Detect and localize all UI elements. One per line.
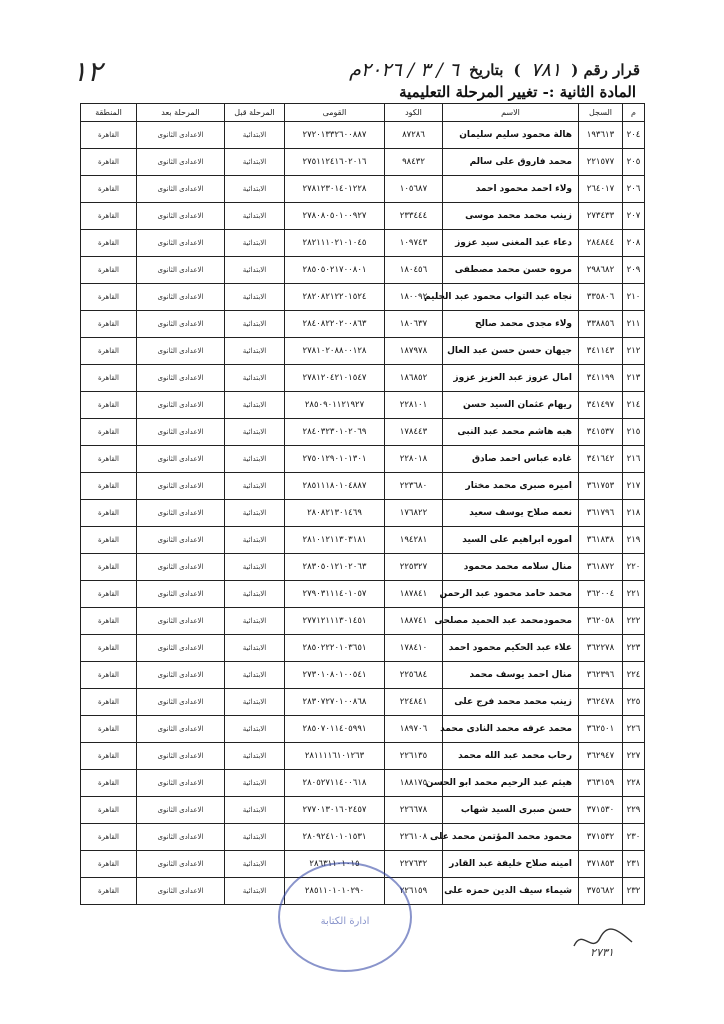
national-id-cell: ٢٧٨١٢٠٤٢١٠١٥٤٧ bbox=[285, 365, 385, 392]
code-cell: ٢٢٨١٠١ bbox=[385, 392, 443, 419]
signature-text: ٢٧٣١ bbox=[590, 946, 614, 959]
national-id-cell: ٢٨٦٣١١٠١٠١٥ bbox=[285, 851, 385, 878]
stage-before-cell: الابتدائية bbox=[225, 230, 285, 257]
national-id-cell: ٢٨٠٩٢٤١٠١٠١٥٣١ bbox=[285, 824, 385, 851]
stage-before-cell: الابتدائية bbox=[225, 635, 285, 662]
decision-header bbox=[60, 58, 640, 82]
table-row bbox=[81, 878, 645, 905]
national-id-cell: ٢٨٤٠٣٢٣٠١٠٢٠٦٩ bbox=[285, 419, 385, 446]
register-cell: ٣٣٨٨٥٦ bbox=[579, 311, 623, 338]
row-number-cell: ٢٢٧ bbox=[623, 743, 645, 770]
register-cell: ٣٤١٦٤٢ bbox=[579, 446, 623, 473]
register-cell: ٣٧١٥٣٠ bbox=[579, 797, 623, 824]
register-cell: ٣٦١٧٥٣ bbox=[579, 473, 623, 500]
stage-after-cell: الاعدادى الثانوى bbox=[137, 824, 225, 851]
name-cell: منال سلامه محمد محمود bbox=[443, 554, 579, 581]
code-cell: ١٨٩٧٠٦ bbox=[385, 716, 443, 743]
table-row bbox=[81, 392, 645, 419]
name-cell: شيماء سيف الدين حمزه على bbox=[443, 878, 579, 905]
name-cell: ولاء احمد محمود احمد bbox=[443, 176, 579, 203]
code-cell: ١٨٠٦٣٧ bbox=[385, 311, 443, 338]
code-cell: ٢٣٣٤٤٤ bbox=[385, 203, 443, 230]
row-number-cell: ٢٢٨ bbox=[623, 770, 645, 797]
row-number-cell: ٢١٠ bbox=[623, 284, 645, 311]
region-cell: القاهرة bbox=[81, 662, 137, 689]
national-id-cell: ٢٨٥٠٢٢٢٠١٠٣٦٥١ bbox=[285, 635, 385, 662]
stage-before-cell: الابتدائية bbox=[225, 770, 285, 797]
code-cell: ١٨٧٩٧٨ bbox=[385, 338, 443, 365]
row-number-cell: ٢٢٥ bbox=[623, 689, 645, 716]
name-cell: رحاب محمد عبد الله محمد bbox=[443, 743, 579, 770]
row-number-cell: ٢١٥ bbox=[623, 419, 645, 446]
stage-after-cell: الاعدادى الثانوى bbox=[137, 662, 225, 689]
code-cell: ١٧٨٤١٠ bbox=[385, 635, 443, 662]
register-cell: ٣٦١٨٧٢ bbox=[579, 554, 623, 581]
row-number-cell: ٢٠٧ bbox=[623, 203, 645, 230]
national-id-cell: ٢٨٥٠٧٠١١٤٠٥٩٩١ bbox=[285, 716, 385, 743]
stage-before-cell: الابتدائية bbox=[225, 365, 285, 392]
name-cell: امينه صلاح خليفة عبد القادر bbox=[443, 851, 579, 878]
row-number-cell: ٢١٧ bbox=[623, 473, 645, 500]
table-row bbox=[81, 554, 645, 581]
register-cell: ٣٤١١٩٩ bbox=[579, 365, 623, 392]
table-row bbox=[81, 581, 645, 608]
name-cell: دعاء عبد المغنى سيد عزوز bbox=[443, 230, 579, 257]
row-number-cell: ٢٠٩ bbox=[623, 257, 645, 284]
decision-label: قرار رقم ( bbox=[571, 61, 640, 79]
stage-before-cell: الابتدائية bbox=[225, 662, 285, 689]
name-cell: زينب محمد محمد موسى bbox=[443, 203, 579, 230]
table-row bbox=[81, 635, 645, 662]
table-row bbox=[81, 500, 645, 527]
staff-table bbox=[80, 103, 645, 905]
row-number-cell: ٢٠٤ bbox=[623, 122, 645, 149]
code-cell: ١٨٦٨٥٢ bbox=[385, 365, 443, 392]
region-cell: القاهرة bbox=[81, 365, 137, 392]
register-cell: ١٩٣٦١٣ bbox=[579, 122, 623, 149]
name-cell: محمد عرفه محمد النادى محمد bbox=[443, 716, 579, 743]
national-id-cell: ٢٨٥٠٩٠١١٢١٩٢٧ bbox=[285, 392, 385, 419]
stage-before-cell: الابتدائية bbox=[225, 716, 285, 743]
code-cell: ٢٢٨٠١٨ bbox=[385, 446, 443, 473]
code-cell: ٢٢٧٦٣٢ bbox=[385, 851, 443, 878]
national-id-cell: ٢٨٢١١١٠٢١٠١٠٤٥ bbox=[285, 230, 385, 257]
region-cell: القاهرة bbox=[81, 203, 137, 230]
register-cell: ٣٧١٨٥٣ bbox=[579, 851, 623, 878]
stage-before-cell: الابتدائية bbox=[225, 851, 285, 878]
stage-after-cell: الاعدادى الثانوى bbox=[137, 149, 225, 176]
stage-after-cell: الاعدادى الثانوى bbox=[137, 797, 225, 824]
region-cell: القاهرة bbox=[81, 743, 137, 770]
region-cell: القاهرة bbox=[81, 446, 137, 473]
stage-before-cell: الابتدائية bbox=[225, 878, 285, 905]
name-cell: غاده عباس احمد صادق bbox=[443, 446, 579, 473]
stage-after-cell: الاعدادى الثانوى bbox=[137, 230, 225, 257]
code-cell: ١٠٩٧٤٣ bbox=[385, 230, 443, 257]
name-cell: هالة محمود سليم سليمان bbox=[443, 122, 579, 149]
row-number-cell: ٢٢٩ bbox=[623, 797, 645, 824]
table-body bbox=[81, 122, 645, 905]
code-cell: ٢٢٦١٠٨ bbox=[385, 824, 443, 851]
national-id-cell: ٢٧٢٠١٣٣٢٦٠٠٨٨٧ bbox=[285, 122, 385, 149]
register-cell: ٣٦١٨٣٨ bbox=[579, 527, 623, 554]
stage-after-cell: الاعدادى الثانوى bbox=[137, 581, 225, 608]
national-id-cell: ٢٨١٠١٢١١٣٠٣١٨١ bbox=[285, 527, 385, 554]
code-cell: ٢٢٣٦٨٠ bbox=[385, 473, 443, 500]
stage-before-cell: الابتدائية bbox=[225, 284, 285, 311]
region-cell: القاهرة bbox=[81, 338, 137, 365]
stage-before-cell: الابتدائية bbox=[225, 311, 285, 338]
register-cell: ٢٩٨٦٨٢ bbox=[579, 257, 623, 284]
table-row bbox=[81, 149, 645, 176]
stage-after-cell: الاعدادى الثانوى bbox=[137, 176, 225, 203]
table-row bbox=[81, 311, 645, 338]
region-cell: القاهرة bbox=[81, 176, 137, 203]
region-cell: القاهرة bbox=[81, 122, 137, 149]
header-cell: الاسم bbox=[443, 104, 579, 122]
region-cell: القاهرة bbox=[81, 716, 137, 743]
national-id-cell: ٢٧٧١٢١١١٣٠١٤٥١ bbox=[285, 608, 385, 635]
code-cell: ٢٢٤٨٤١ bbox=[385, 689, 443, 716]
name-cell: امال عزوز عبد العزيز عزوز bbox=[443, 365, 579, 392]
register-cell: ٢٢١٥٧٧ bbox=[579, 149, 623, 176]
name-cell: ولاء مجدى محمد صالح bbox=[443, 311, 579, 338]
register-cell: ٣٧١٥٣٢ bbox=[579, 824, 623, 851]
row-number-cell: ٢١٩ bbox=[623, 527, 645, 554]
stage-before-cell: الابتدائية bbox=[225, 338, 285, 365]
code-cell: ٨٧٢٨٦ bbox=[385, 122, 443, 149]
stage-after-cell: الاعدادى الثانوى bbox=[137, 203, 225, 230]
row-number-cell: ٢٢١ bbox=[623, 581, 645, 608]
name-cell: محمودمحمد عبد الحميد مصلحى bbox=[443, 608, 579, 635]
register-cell: ٣٣٥٨٠٦ bbox=[579, 284, 623, 311]
region-cell: القاهرة bbox=[81, 851, 137, 878]
header-cell: المنطقة bbox=[81, 104, 137, 122]
region-cell: القاهرة bbox=[81, 635, 137, 662]
name-cell: محمود محمد المؤتمن محمد على bbox=[443, 824, 579, 851]
row-number-cell: ٢١٢ bbox=[623, 338, 645, 365]
row-number-cell: ٢١٦ bbox=[623, 446, 645, 473]
stage-after-cell: الاعدادى الثانوى bbox=[137, 122, 225, 149]
national-id-cell: ٢٧٧٠١٣٠١٦٠٢٤٥٧ bbox=[285, 797, 385, 824]
header-cell: م bbox=[623, 104, 645, 122]
row-number-cell: ٢٢٤ bbox=[623, 662, 645, 689]
register-cell: ٣٦٣١٥٩ bbox=[579, 770, 623, 797]
row-number-cell: ٢٠٦ bbox=[623, 176, 645, 203]
table-row bbox=[81, 662, 645, 689]
name-cell: نجاه عبد التواب محمود عبد الحليم bbox=[443, 284, 579, 311]
national-id-cell: ٢٧٨١٢٣٠١٤٠١٢٢٨ bbox=[285, 176, 385, 203]
table-row bbox=[81, 203, 645, 230]
stage-before-cell: الابتدائية bbox=[225, 473, 285, 500]
stage-before-cell: الابتدائية bbox=[225, 149, 285, 176]
stage-after-cell: الاعدادى الثانوى bbox=[137, 689, 225, 716]
stage-after-cell: الاعدادى الثانوى bbox=[137, 878, 225, 905]
name-cell: ريهام عثمان السيد حسن bbox=[443, 392, 579, 419]
national-id-cell: ٢٨٠٥٢٧١١٤٠٠٦١٨ bbox=[285, 770, 385, 797]
region-cell: القاهرة bbox=[81, 500, 137, 527]
table-row bbox=[81, 446, 645, 473]
register-cell: ٣٦٢٤٧٨ bbox=[579, 689, 623, 716]
table-row bbox=[81, 824, 645, 851]
stage-before-cell: الابتدائية bbox=[225, 797, 285, 824]
table-row bbox=[81, 419, 645, 446]
stage-before-cell: الابتدائية bbox=[225, 176, 285, 203]
signature bbox=[568, 918, 638, 958]
header-cell: السجل bbox=[579, 104, 623, 122]
stage-before-cell: الابتدائية bbox=[225, 203, 285, 230]
register-cell: ٢٦٤٠١٧ bbox=[579, 176, 623, 203]
stage-after-cell: الاعدادى الثانوى bbox=[137, 554, 225, 581]
region-cell: القاهرة bbox=[81, 230, 137, 257]
section-subtitle: المادة الثانية :- تغيير المرحلة التعليمية bbox=[399, 83, 636, 101]
name-cell: محمد فاروق على سالم bbox=[443, 149, 579, 176]
page-mark: ١٢ bbox=[72, 55, 103, 88]
stage-before-cell: الابتدائية bbox=[225, 500, 285, 527]
region-cell: القاهرة bbox=[81, 608, 137, 635]
stage-after-cell: الاعدادى الثانوى bbox=[137, 446, 225, 473]
stage-before-cell: الابتدائية bbox=[225, 446, 285, 473]
name-cell: اموره ابراهيم على السيد bbox=[443, 527, 579, 554]
row-number-cell: ٢١١ bbox=[623, 311, 645, 338]
register-cell: ٣٦١٧٩٦ bbox=[579, 500, 623, 527]
national-id-cell: ٢٧٨٠٨٠٥٠١٠٠٩٢٧ bbox=[285, 203, 385, 230]
row-number-cell: ٢١٤ bbox=[623, 392, 645, 419]
row-number-cell: ٢١٨ bbox=[623, 500, 645, 527]
national-id-cell: ٢٨١١١١٦١٠١٢٦٣ bbox=[285, 743, 385, 770]
region-cell: القاهرة bbox=[81, 284, 137, 311]
table-row bbox=[81, 365, 645, 392]
stage-before-cell: الابتدائية bbox=[225, 608, 285, 635]
stage-after-cell: الاعدادى الثانوى bbox=[137, 392, 225, 419]
stage-after-cell: الاعدادى الثانوى bbox=[137, 770, 225, 797]
register-cell: ٣٦٢٩٤٧ bbox=[579, 743, 623, 770]
region-cell: القاهرة bbox=[81, 878, 137, 905]
region-cell: القاهرة bbox=[81, 770, 137, 797]
code-cell: ٢٢٥٦٨٤ bbox=[385, 662, 443, 689]
stage-after-cell: الاعدادى الثانوى bbox=[137, 851, 225, 878]
row-number-cell: ٢٠٥ bbox=[623, 149, 645, 176]
national-id-cell: ٢٨٣٠٧٢٧٠١٠٠٨٦٨ bbox=[285, 689, 385, 716]
register-cell: ٣٦٢٠٠٤ bbox=[579, 581, 623, 608]
code-cell: ٢٢٦٦٧٨ bbox=[385, 797, 443, 824]
name-cell: حسن صبرى السيد شهاب bbox=[443, 797, 579, 824]
region-cell: القاهرة bbox=[81, 149, 137, 176]
stage-before-cell: الابتدائية bbox=[225, 743, 285, 770]
stage-before-cell: الابتدائية bbox=[225, 527, 285, 554]
stage-after-cell: الاعدادى الثانوى bbox=[137, 527, 225, 554]
table-header-row bbox=[81, 104, 645, 122]
region-cell: القاهرة bbox=[81, 473, 137, 500]
code-cell: ١٧٦٨٢٢ bbox=[385, 500, 443, 527]
row-number-cell: ٢٠٨ bbox=[623, 230, 645, 257]
table-row bbox=[81, 176, 645, 203]
table-row bbox=[81, 230, 645, 257]
stage-after-cell: الاعدادى الثانوى bbox=[137, 257, 225, 284]
code-cell: ٢٢٦١٣٥ bbox=[385, 743, 443, 770]
register-cell: ٢٧٣٤٣٣ bbox=[579, 203, 623, 230]
region-cell: القاهرة bbox=[81, 257, 137, 284]
national-id-cell: ٢٨٥٠٥٠٢١٧٠٠٨٠١ bbox=[285, 257, 385, 284]
stage-before-cell: الابتدائية bbox=[225, 554, 285, 581]
row-number-cell: ٢١٣ bbox=[623, 365, 645, 392]
name-cell: محمد حامد محمود عبد الرحمن bbox=[443, 581, 579, 608]
table-row bbox=[81, 473, 645, 500]
name-cell: زينب محمد محمد فرج على bbox=[443, 689, 579, 716]
stage-before-cell: الابتدائية bbox=[225, 122, 285, 149]
code-cell: ١٩٤٢٨١ bbox=[385, 527, 443, 554]
national-id-cell: ٢٨٠٨٢١٣٠١٤٦٩ bbox=[285, 500, 385, 527]
stage-before-cell: الابتدائية bbox=[225, 581, 285, 608]
stamp-text: ادارة الكتابة bbox=[320, 916, 370, 927]
national-id-cell: ٢٧٥٠١٢٩٠١٠١٣٠١ bbox=[285, 446, 385, 473]
national-id-cell: ٢٨٢٠٨٢١٢٢٠١٥٢٤ bbox=[285, 284, 385, 311]
row-number-cell: ٢٢٠ bbox=[623, 554, 645, 581]
code-cell: ٢٢٦١٥٩ bbox=[385, 878, 443, 905]
national-id-cell: ٢٧٩٠٣١١١٤٠١٠٥٧ bbox=[285, 581, 385, 608]
stage-before-cell: الابتدائية bbox=[225, 257, 285, 284]
date-label: بتاريخ bbox=[469, 61, 504, 79]
code-cell: ١٨٨٧٤١ bbox=[385, 608, 443, 635]
region-cell: القاهرة bbox=[81, 581, 137, 608]
row-number-cell: ٢٢٦ bbox=[623, 716, 645, 743]
register-cell: ٣٦٢٠٥٨ bbox=[579, 608, 623, 635]
table-row bbox=[81, 122, 645, 149]
table-row bbox=[81, 338, 645, 365]
table-row bbox=[81, 689, 645, 716]
row-number-cell: ٢٣٠ bbox=[623, 824, 645, 851]
header-cell: المرحلة قبل bbox=[225, 104, 285, 122]
register-cell: ٣٤١٥٣٧ bbox=[579, 419, 623, 446]
table-row bbox=[81, 608, 645, 635]
register-cell: ٢٨٤٨٤٤ bbox=[579, 230, 623, 257]
row-number-cell: ٢٢٣ bbox=[623, 635, 645, 662]
register-cell: ٣٦٢٣٩٦ bbox=[579, 662, 623, 689]
table-row bbox=[81, 743, 645, 770]
stage-after-cell: الاعدادى الثانوى bbox=[137, 311, 225, 338]
decision-close-paren: ) bbox=[513, 61, 521, 79]
name-cell: اميره صبرى محمد مختار bbox=[443, 473, 579, 500]
row-number-cell: ٢٣٢ bbox=[623, 878, 645, 905]
header-cell: القومى bbox=[285, 104, 385, 122]
national-id-cell: ٢٨٥١١١٨٠١٠٤٨٨٧ bbox=[285, 473, 385, 500]
name-cell: جيهان حسن حسن عبد العال bbox=[443, 338, 579, 365]
stage-after-cell: الاعدادى الثانوى bbox=[137, 743, 225, 770]
stage-before-cell: الابتدائية bbox=[225, 392, 285, 419]
name-cell: هيثم عبد الرحيم محمد ابو الحسن bbox=[443, 770, 579, 797]
stage-after-cell: الاعدادى الثانوى bbox=[137, 419, 225, 446]
decision-number: ٧٨١ bbox=[530, 59, 562, 81]
region-cell: القاهرة bbox=[81, 554, 137, 581]
row-number-cell: ٢٣١ bbox=[623, 851, 645, 878]
register-cell: ٣٦٢٥٠١ bbox=[579, 716, 623, 743]
national-id-cell: ٢٧٨١٠٢٠٨٨٠٠١٢٨ bbox=[285, 338, 385, 365]
code-cell: ١٨٧٨٤١ bbox=[385, 581, 443, 608]
stage-after-cell: الاعدادى الثانوى bbox=[137, 338, 225, 365]
national-id-cell: ٢٨٣٠٥٠١٢١٠٢٠٦٣ bbox=[285, 554, 385, 581]
table-row bbox=[81, 770, 645, 797]
stage-before-cell: الابتدائية bbox=[225, 419, 285, 446]
register-cell: ٣٧٥٦٨٢ bbox=[579, 878, 623, 905]
name-cell: علاء عبد الحكيم محمود احمد bbox=[443, 635, 579, 662]
table-row bbox=[81, 851, 645, 878]
register-cell: ٣٦٢٢٧٨ bbox=[579, 635, 623, 662]
name-cell: منال احمد يوسف محمد bbox=[443, 662, 579, 689]
name-cell: نعمه صلاح يوسف سعيد bbox=[443, 500, 579, 527]
stage-after-cell: الاعدادى الثانوى bbox=[137, 716, 225, 743]
table-row bbox=[81, 284, 645, 311]
row-number-cell: ٢٢٢ bbox=[623, 608, 645, 635]
national-id-cell: ٢٨٤٠٨٢٢٠٢٠٠٨٦٣ bbox=[285, 311, 385, 338]
header-cell: الكود bbox=[385, 104, 443, 122]
code-cell: ١٠٥٦٨٧ bbox=[385, 176, 443, 203]
stage-after-cell: الاعدادى الثانوى bbox=[137, 284, 225, 311]
region-cell: القاهرة bbox=[81, 824, 137, 851]
region-cell: القاهرة bbox=[81, 419, 137, 446]
name-cell: هبه هاشم محمد عبد النبى bbox=[443, 419, 579, 446]
header-cell: المرحلة بعد bbox=[137, 104, 225, 122]
code-cell: ٩٨٤٣٢ bbox=[385, 149, 443, 176]
table-row bbox=[81, 797, 645, 824]
stage-after-cell: الاعدادى الثانوى bbox=[137, 473, 225, 500]
region-cell: القاهرة bbox=[81, 797, 137, 824]
date-value: ٦ / ٣ / ٢٠٢٦م bbox=[349, 59, 460, 81]
code-cell: ٢٢٥٣٢٧ bbox=[385, 554, 443, 581]
stage-before-cell: الابتدائية bbox=[225, 824, 285, 851]
national-id-cell: ٢٧٥١١٢٤١٦٠٢٠١٦ bbox=[285, 149, 385, 176]
code-cell: ١٨٠٤٥٦ bbox=[385, 257, 443, 284]
region-cell: القاهرة bbox=[81, 392, 137, 419]
region-cell: القاهرة bbox=[81, 689, 137, 716]
region-cell: القاهرة bbox=[81, 527, 137, 554]
register-cell: ٣٤١١٤٣ bbox=[579, 338, 623, 365]
code-cell: ١٧٨٤٤٣ bbox=[385, 419, 443, 446]
name-cell: مروه حسن محمد مصطفى bbox=[443, 257, 579, 284]
code-cell: ١٨٠٠٩٢ bbox=[385, 284, 443, 311]
code-cell: ١٨٨١٧٥ bbox=[385, 770, 443, 797]
table-row bbox=[81, 257, 645, 284]
national-id-cell: ٢٧٣٠١٠٨٠١٠٠٥٤١ bbox=[285, 662, 385, 689]
stage-after-cell: الاعدادى الثانوى bbox=[137, 608, 225, 635]
stage-after-cell: الاعدادى الثانوى bbox=[137, 635, 225, 662]
table-row bbox=[81, 527, 645, 554]
table-row bbox=[81, 716, 645, 743]
stage-after-cell: الاعدادى الثانوى bbox=[137, 365, 225, 392]
region-cell: القاهرة bbox=[81, 311, 137, 338]
register-cell: ٣٤١٤٩٧ bbox=[579, 392, 623, 419]
stage-before-cell: الابتدائية bbox=[225, 689, 285, 716]
stage-after-cell: الاعدادى الثانوى bbox=[137, 500, 225, 527]
national-id-cell: ٢٨٥١١٠١٠١٠٢٩٠ bbox=[285, 878, 385, 905]
